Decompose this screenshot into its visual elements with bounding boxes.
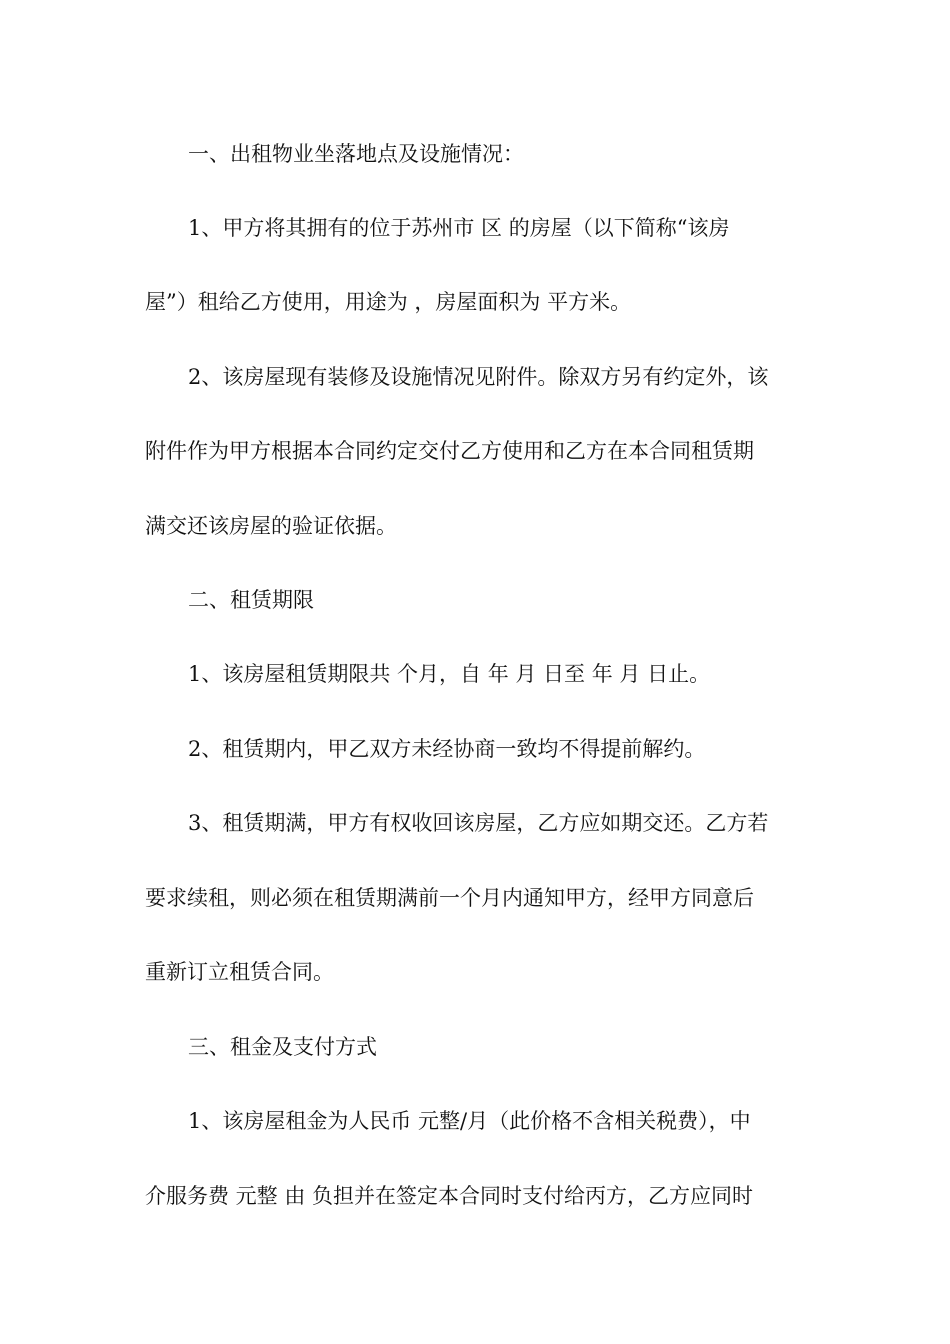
paragraph-line: 屋”）租给乙方使用，用途为 ，房屋面积为 平方米。 [145,290,632,314]
paragraph-line: 介服务费 元整 由 负担并在签定本合同时支付给丙方，乙方应同时 [145,1184,754,1208]
paragraph-line: 2、该房屋现有装修及设施情况见附件。除双方另有约定外，该 [188,365,769,389]
paragraph-line: 满交还该房屋的验证依据。 [145,514,397,538]
paragraph-line: 附件作为甲方根据本合同约定交付乙方使用和乙方在本合同租赁期 [145,439,754,463]
paragraph-line: 要求续租，则必须在租赁期满前一个月内通知甲方，经甲方同意后 [145,886,754,910]
section-heading-1: 一、出租物业坐落地点及设施情况： [188,142,524,166]
paragraph-line: 2、租赁期内，甲乙双方未经协商一致均不得提前解约。 [188,737,706,761]
paragraph-line: 3、租赁期满，甲方有权收回该房屋，乙方应如期交还。乙方若 [188,811,769,835]
paragraph-line: 1、甲方将其拥有的位于苏州市 区 的房屋（以下简称“该房 [188,216,730,240]
paragraph-line: 1、该房屋租金为人民币 元整/月（此价格不含相关税费），中 [188,1109,751,1133]
section-heading-2: 二、租赁期限 [188,588,314,612]
paragraph-line: 1、该房屋租赁期限共 个月，自 年 月 日至 年 月 日止。 [188,662,711,686]
paragraph-line: 重新订立租赁合同。 [145,960,334,984]
section-heading-3: 三、租金及支付方式 [188,1035,377,1059]
